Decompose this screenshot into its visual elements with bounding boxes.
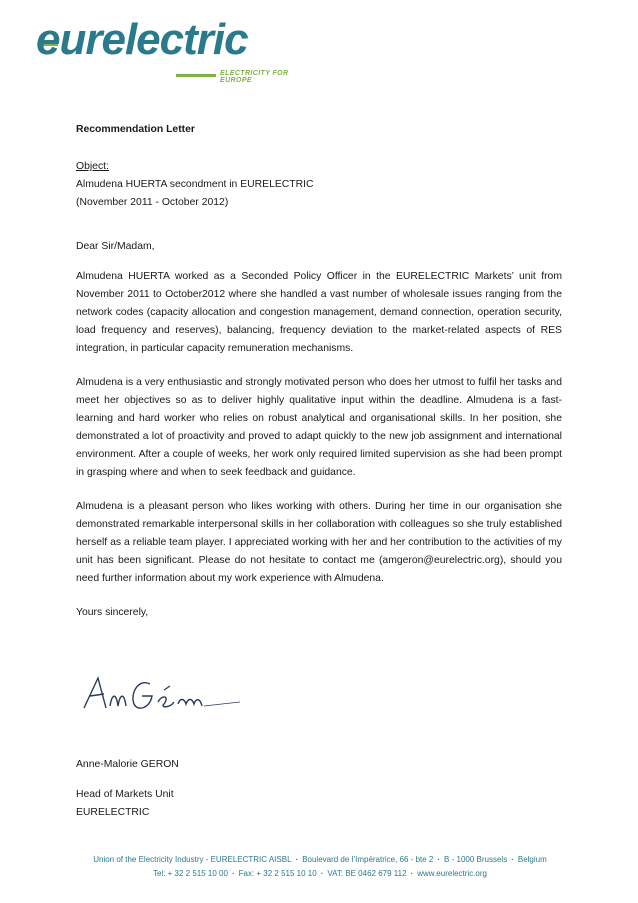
footer-fax: Fax: + 32 2 515 10 10: [238, 869, 317, 878]
footer-city: B - 1000 Brussels: [444, 855, 508, 864]
object-label: Object:: [76, 161, 109, 172]
footer-address: Boulevard de l’Impératrice, 66 - bte 2: [302, 855, 434, 864]
footer-country: Belgium: [517, 855, 547, 864]
object-line-2: (November 2011 - October 2012): [76, 197, 229, 208]
letter-footer: [40, 853, 600, 881]
footer-line-1: [40, 853, 600, 867]
footer-separator-icon: ·: [320, 869, 324, 878]
footer-separator-icon: ·: [437, 855, 441, 864]
footer-line-2: [40, 867, 600, 881]
signer-role: Head of Markets Unit: [76, 789, 174, 800]
footer-separator-icon: ·: [511, 855, 514, 864]
footer-separator-icon: ·: [231, 869, 235, 878]
object-block: [76, 158, 562, 212]
logo-wordmark: eurelectric: [36, 15, 248, 64]
footer-web: www.eurelectric.org: [417, 869, 487, 878]
signature-block: [76, 756, 179, 822]
letter-body: [76, 121, 562, 622]
eurelectric-logo: [36, 14, 306, 84]
salutation: Dear Sir/Madam,: [76, 241, 155, 252]
footer-vat: VAT: BE 0462 679 112: [327, 869, 407, 878]
footer-separator-icon: ·: [410, 869, 414, 878]
logo-underline: [176, 74, 216, 77]
paragraph-1: Almudena HUERTA worked as a Seconded Policy Officer in the EURELECTRIC Markets’ unit from November 2011 to October2012 where she handled a vast number of wholesale issues ranging from the network codes (capacity allocation and congestion management, demand connection, operation security, load frequency and reserves), balancing, frequency deviation to the market-related aspects of RES integration, in particular capacity remuneration mechanisms.: [76, 271, 562, 354]
signer-org: EURELECTRIC: [76, 807, 150, 818]
closing: Yours sincerely,: [76, 607, 149, 618]
footer-separator-icon: ·: [295, 855, 299, 864]
footer-tel: Tel: + 32 2 515 10 00: [152, 869, 228, 878]
footer-org: Union of the Electricity Industry - EURELECTRIC AISBL: [93, 855, 292, 864]
logo-tagline: ELECTRICITY FOR EUROPE: [220, 70, 289, 84]
letter-title: Recommendation Letter: [76, 124, 195, 135]
paragraph-3: Almudena is a pleasant person who likes working with others. During her time in our organisation she demonstrated remarkable interpersonal skills in her collaboration with colleagues so she truly established herself as a reliable team player. I appreciated working with her and her contribution to the activities of my unit has been significant. Please do not hesitate to contact me (amgeron@eurelectric.org), should you need further information about my work experience with Almudena.: [76, 501, 562, 584]
object-line-1: Almudena HUERTA secondment in EURELECTRIC: [76, 179, 314, 190]
signer-name: Anne-Malorie GERON: [76, 759, 179, 770]
handwritten-signature: [80, 672, 250, 716]
paragraph-2: Almudena is a very enthusiastic and strongly motivated person who does her utmost to fulfil her tasks and meet her objectives so as to deliver highly qualitative input within the deadline. Almudena is a fast-learning and hard worker who relies on robust analytical and organisational skills. In her position, she demonstrated a lot of proactivity and proved to adapt quickly to the new job assignment and international environment. After a couple of weeks, her work only required limited supervision as she had been prompt in grasping where and when to seek feedback and guidance.: [76, 377, 562, 478]
